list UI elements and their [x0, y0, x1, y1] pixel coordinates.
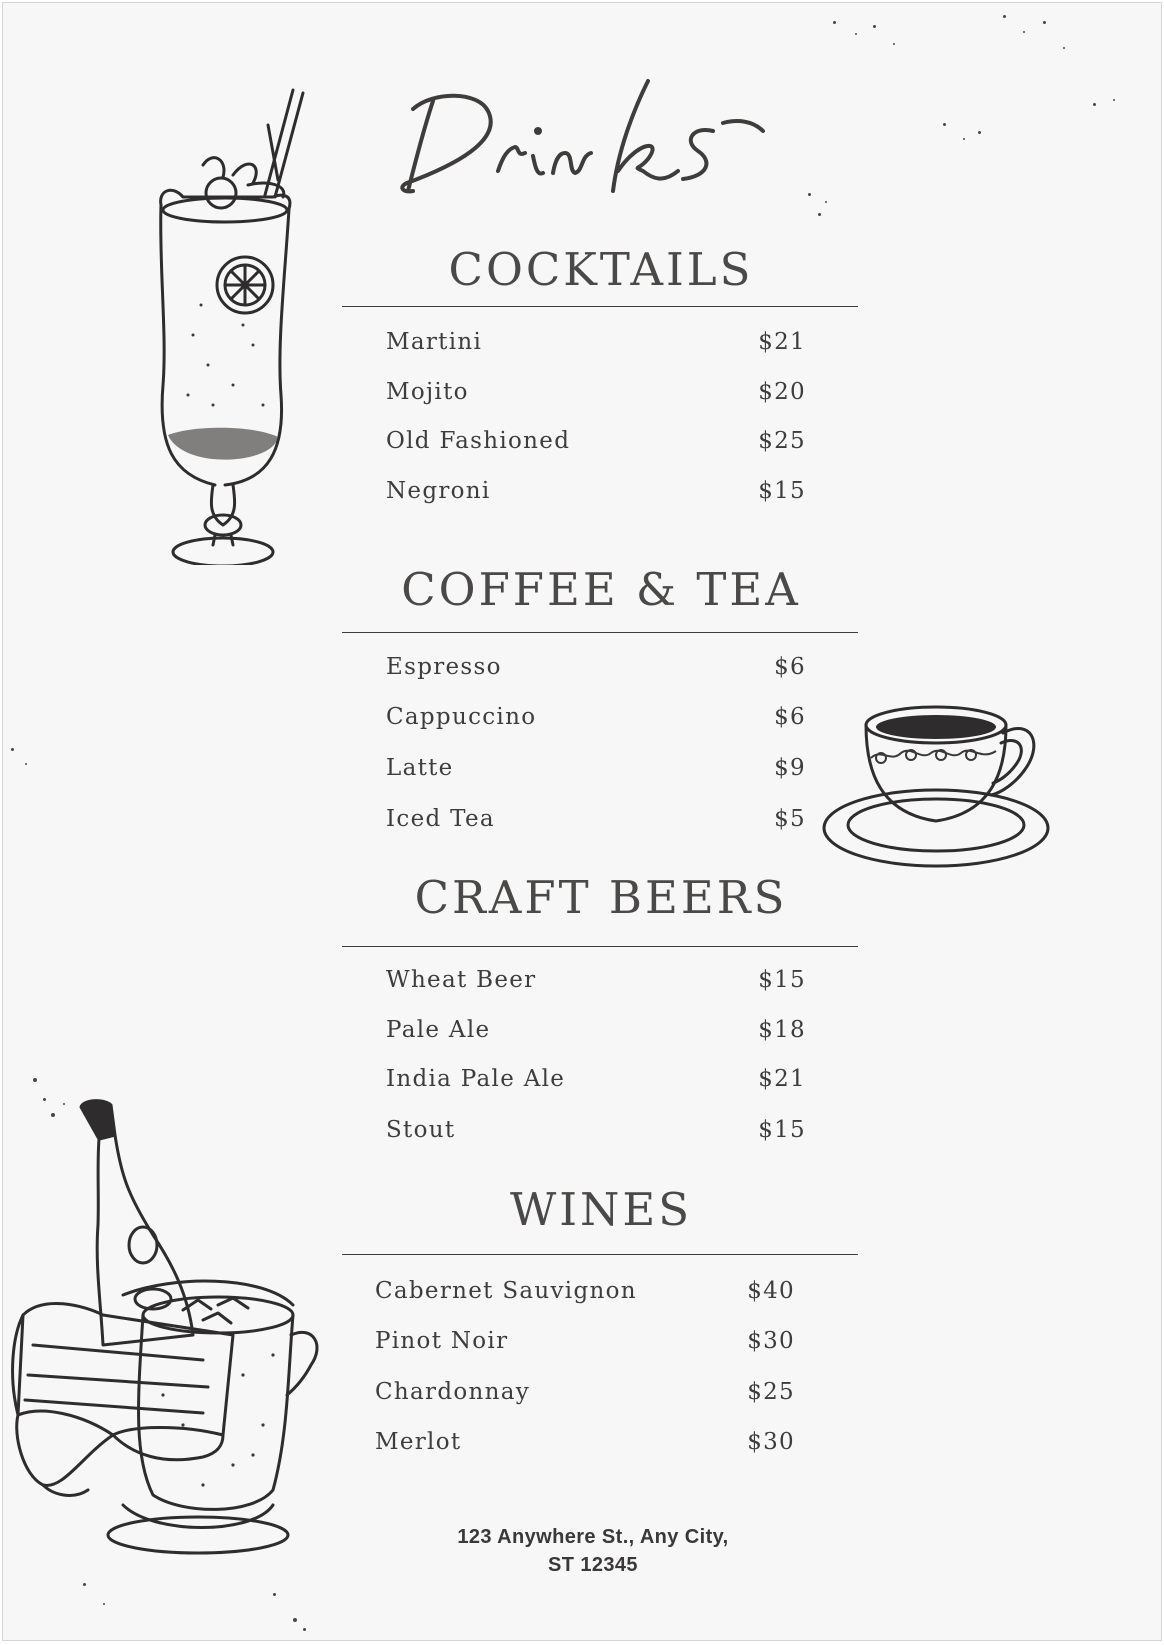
coffee-cup-icon: [821, 703, 1061, 883]
menu-item: [386, 428, 806, 462]
item-price: $9: [774, 755, 806, 781]
menu-item: [386, 478, 806, 512]
item-price: $18: [758, 1017, 806, 1043]
menu-item: [386, 329, 806, 363]
menu-item: [386, 806, 806, 840]
address-line-2: ST 12345: [548, 1554, 638, 1576]
item-name: Mojito: [386, 379, 469, 405]
menu-item: [375, 1278, 795, 1312]
menu-item: [375, 1429, 795, 1463]
section-title-cocktails: COCKTAILS: [448, 243, 754, 296]
address-line-1: 123 Anywhere St., Any City,: [457, 1526, 729, 1548]
item-name: Cabernet Sauvignon: [375, 1278, 637, 1304]
section-title-coffee-tea: COFFEE & TEA: [401, 563, 801, 616]
menu-item: [386, 967, 806, 1001]
item-name: Stout: [386, 1117, 456, 1143]
menu-item: [375, 1328, 795, 1362]
menu-item: [386, 1117, 806, 1151]
item-price: $20: [758, 379, 806, 405]
menu-item: [375, 1379, 795, 1413]
item-price: $25: [747, 1379, 795, 1405]
item-name: Iced Tea: [386, 806, 495, 832]
item-name: Merlot: [375, 1429, 462, 1455]
item-price: $30: [747, 1328, 795, 1354]
item-name: Chardonnay: [375, 1379, 531, 1405]
item-price: $15: [758, 1117, 806, 1143]
item-name: Latte: [386, 755, 454, 781]
drinks-script-title: [393, 61, 793, 211]
menu-title: [393, 61, 793, 211]
menu-item: [386, 379, 806, 413]
item-price: $40: [747, 1278, 795, 1304]
item-price: $6: [774, 704, 806, 730]
menu-item: [386, 1017, 806, 1051]
item-price: $15: [758, 967, 806, 993]
menu-item: [386, 1066, 806, 1100]
item-price: $6: [774, 654, 806, 680]
menu-page: [2, 2, 1162, 1641]
item-name: Pinot Noir: [375, 1328, 509, 1354]
item-name: Negroni: [386, 478, 491, 504]
section-title-wines: WINES: [509, 1183, 693, 1236]
section-title-craft-beers: CRAFT BEERS: [414, 871, 788, 924]
menu-item: [386, 654, 806, 688]
item-price: $30: [747, 1429, 795, 1455]
item-name: Espresso: [386, 654, 502, 680]
address: [393, 1523, 793, 1579]
section-divider: [342, 1254, 858, 1255]
item-name: Old Fashioned: [386, 428, 571, 454]
cocktail-glass-icon: [153, 85, 333, 565]
item-price: $21: [758, 1066, 806, 1092]
item-price: $21: [758, 329, 806, 355]
section-divider: [342, 632, 858, 633]
item-price: $5: [774, 806, 806, 832]
item-price: $25: [758, 428, 806, 454]
item-name: India Pale Ale: [386, 1066, 566, 1092]
section-divider: [342, 946, 858, 947]
section-divider: [342, 306, 858, 307]
menu-item: [386, 755, 806, 789]
menu-item: [386, 704, 806, 738]
item-name: Pale Ale: [386, 1017, 491, 1043]
item-name: Wheat Beer: [386, 967, 537, 993]
item-name: Martini: [386, 329, 483, 355]
champagne-bucket-icon: [3, 1095, 333, 1565]
item-price: $15: [758, 478, 806, 504]
item-name: Cappuccino: [386, 704, 537, 730]
